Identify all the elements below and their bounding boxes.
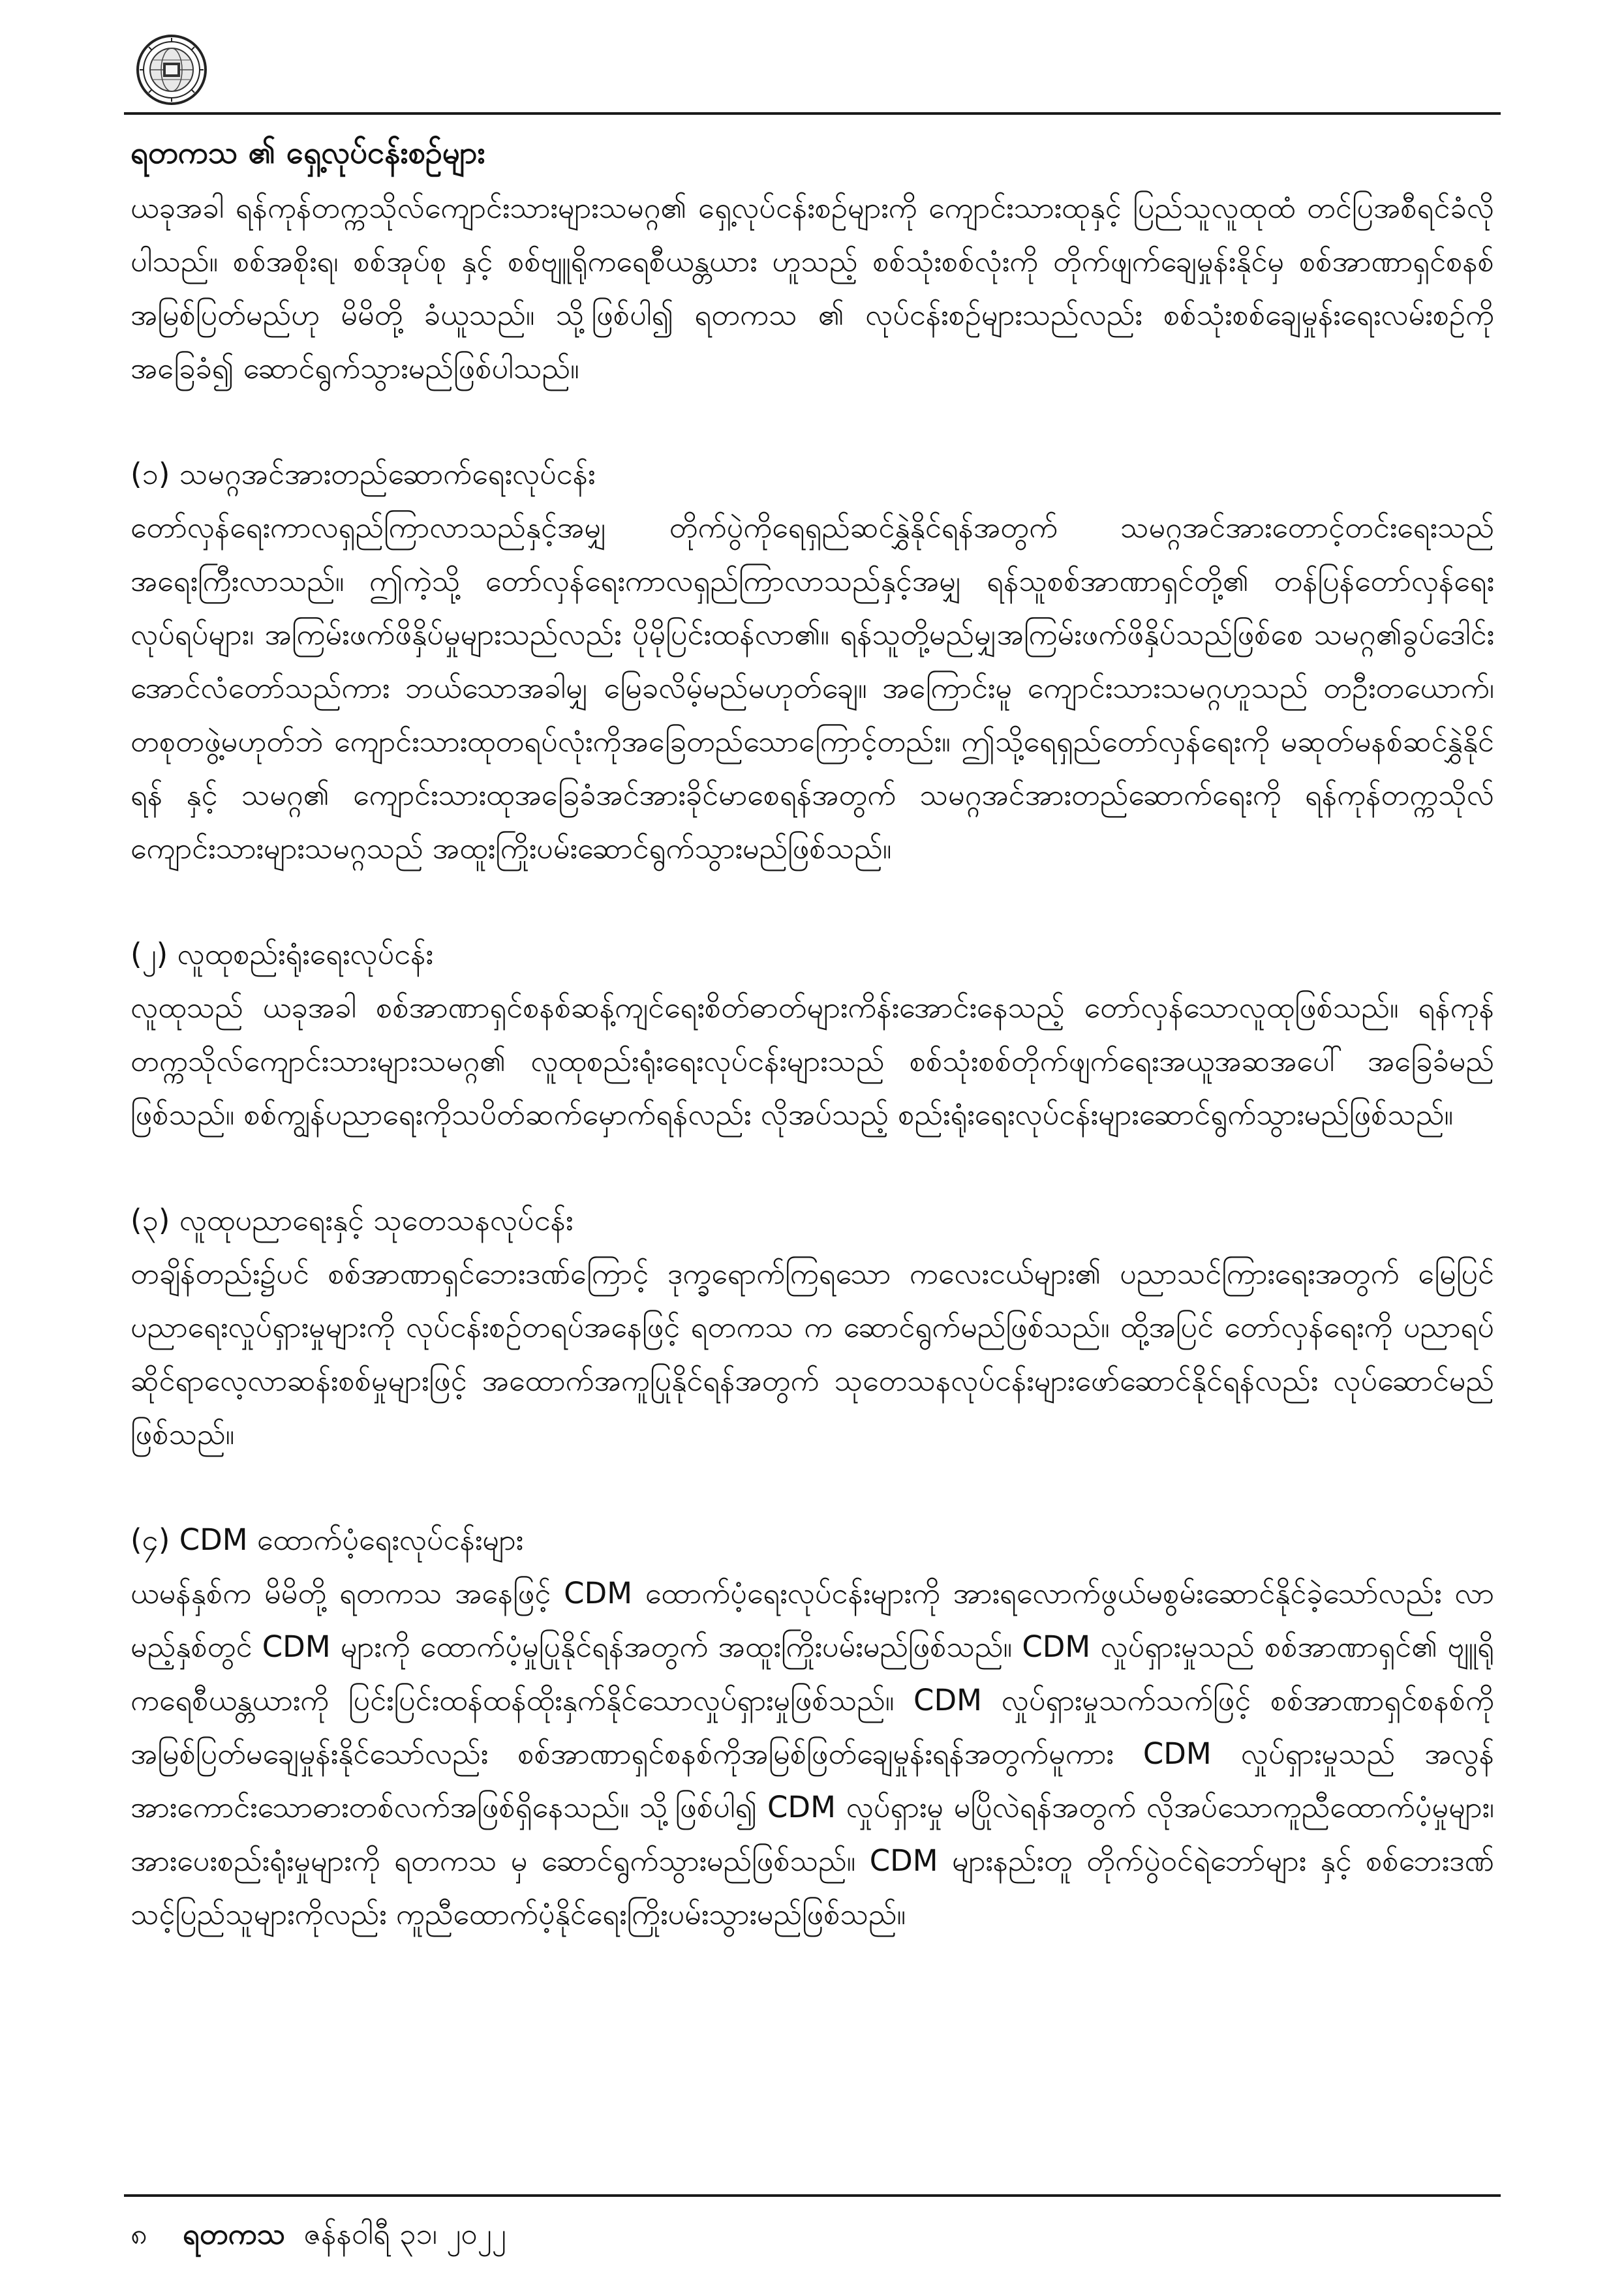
intro-paragraph: ယခုအခါ ရန်ကုန်တက္ကသိုလ်ကျောင်းသားများသမဂ္ဂ၏ ရှေ့လုပ်ငန်းစဉ်များကို ကျောင်းသားထုနှင့် ပြည်သူလူထုထံ တင်ပြအစီရင်ခံလိုပါသည်။ စစ်အစိုးရ၊ စစ်အုပ်စု နှင့် စစ်ဗျူရိုကရေစီယန္တယား ဟူသည့် စစ်သုံးစစ်လုံးကို တိုက်ဖျက်ချေမှုန်းနိုင်မှ စစ်အာဏာရှင်စနစ်အမြစ်ပြတ်မည်ဟု မိမိတို့ ခံယူသည်။ သို့ဖြစ်ပါ၍ ရတကသ ၏ လုပ်ငန်းစဉ်များသည်လည်း စစ်သုံးစစ်ချေမှုန်းရေးလမ်းစဉ်ကိုအခြေခံ၍ ဆောင်ရွက်သွားမည်ဖြစ်ပါသည်။ [130, 190, 1494, 385]
article-title: ရတကသ ၏ ရှေ့လုပ်ငန်းစဉ်များ [130, 135, 485, 171]
page-number: ၈ [130, 2216, 147, 2251]
section-education-research [130, 1194, 1494, 1461]
section-heading: (၃) လူထုပညာရေးနှင့် သုတေသနလုပ်ငန်း [130, 1203, 574, 1237]
footer-rule [124, 2194, 1501, 2197]
article-body [130, 130, 1494, 1941]
section-union-strength [130, 447, 1494, 875]
section-paragraph: တော်လှန်ရေးကာလရှည်ကြာလာသည်နှင့်အမျှ တိုက်ပွဲကိုရေရှည်ဆင်နွှဲနိုင်ရန်အတွက် သမဂ္ဂအင်အားတောင့်တင်းရေးသည် အရေးကြီးလာသည်။ ဤကဲ့သို့ တော်လှန်ရေးကာလရှည်ကြာလာသည်နှင့်အမျှ ရန်သူစစ်အာဏာရှင်တို့၏ တန်ပြန်တော်လှန်ရေးလုပ်ရပ်များ၊ အကြမ်းဖက်ဖိနှိပ်မှုများသည်လည်း ပိုမိုပြင်းထန်လာ၏။ ရန်သူတို့မည်မျှအကြမ်းဖက်ဖိနှိပ်သည်ဖြစ်စေ သမဂ္ဂ၏ခွပ်ဒေါင်းအောင်လံတော်သည်ကား ဘယ်သောအခါမျှ မြေခလိမ့်မည်မဟုတ်ချေ။ အကြောင်းမူ ကျောင်းသားသမဂ္ဂဟူသည် တဦးတယောက်၊ တစုတဖွဲ့မဟုတ်ဘဲ ကျောင်းသားထုတရပ်လုံးကိုအခြေတည်သောကြောင့်တည်း။ ဤသို့ရေရှည်တော်လှန်ရေးကို မဆုတ်မနစ်ဆင်နွှဲနိုင်ရန် နှင့် သမဂ္ဂ၏ ကျောင်းသားထုအခြေခံအင်အားခိုင်မာစေရန်အတွက် သမဂ္ဂအင်အားတည်ဆောက်ရေးကို ရန်ကုန်တက္ကသိုလ်ကျောင်းသားများသမဂ္ဂသည် အထူးကြိုးပမ်းဆောင်ရွက်သွားမည်ဖြစ်သည်။ [130, 510, 1494, 866]
header-rule [124, 112, 1501, 115]
section-heading: (၁) သမဂ္ဂအင်အားတည်ဆောက်ရေးလုပ်ငန်း [130, 457, 596, 491]
section-heading: (၄) CDM ထောက်ပံ့ရေးလုပ်ငန်းများ [130, 1522, 524, 1557]
section-public-organizing [130, 928, 1494, 1141]
section-heading: (၂) လူထုစည်းရုံးရေးလုပ်ငန်း [130, 937, 433, 971]
section-paragraph: တချိန်တည်း၌ပင် စစ်အာဏာရှင်ဘေးဒဏ်ကြောင့် ဒုက္ခရောက်ကြရသော ကလေးငယ်များ၏ ပညာသင်ကြားရေးအတွက် မြေပြင်ပညာရေးလှုပ်ရှားမှုများကို လုပ်ငန်းစဉ်တရပ်အနေဖြင့် ရတကသ က ဆောင်ရွက်မည်ဖြစ်သည်။ ထို့အပြင် တော်လှန်ရေးကို ပညာရပ်ဆိုင်ရာလေ့လာဆန်းစစ်မှုများဖြင့် အထောက်အကူပြုနိုင်ရန်အတွက် သုတေသနလုပ်ငန်းများဖော်ဆောင်နိုင်ရန်လည်း လုပ်ဆောင်မည်ဖြစ်သည်။ [130, 1256, 1494, 1451]
section-paragraph: ယမန်နှစ်က မိမိတို့ ရတကသ အနေဖြင့် CDM ထောက်ပံ့ရေးလုပ်ငန်းများကို အားရလောက်ဖွယ်မစွမ်းဆောင်နိုင်ခဲ့သော်လည်း လာမည့်နှစ်တွင် CDM များကို ထောက်ပံ့မှုပြုနိုင်ရန်အတွက် အထူးကြိုးပမ်းမည်ဖြစ်သည်။ CDM လှုပ်ရှားမှုသည် စစ်အာဏာရှင်၏ ဗျူရိုကရေစီယန္တယားကို ပြင်းပြင်းထန်ထန်ထိုးနှက်နိုင်သောလှုပ်ရှားမှုဖြစ်သည်။ CDM လှုပ်ရှားမှုသက်သက်ဖြင့် စစ်အာဏာရှင်စနစ်ကို အမြစ်ပြတ်မချေမှုန်းနိုင်သော်လည်း စစ်အာဏာရှင်စနစ်ကိုအမြစ်ဖြတ်ချေမှုန်းရန်အတွက်မူကား CDM လှုပ်ရှားမှုသည် အလွန်အားကောင်းသောဓားတစ်လက်အဖြစ်ရှိနေသည်။ သို့ဖြစ်ပါ၍ CDM လှုပ်ရှားမှု မပြိုလဲရန်အတွက် လိုအပ်သောကူညီထောက်ပံ့မှုများ၊ အားပေးစည်းရုံးမှုများကို ရတကသ မှ ဆောင်ရွက်သွားမည်ဖြစ်သည်။ CDM များနည်းတူ တိုက်ပွဲဝင်ရဲဘော်များ နှင့် စစ်ဘေးဒဏ်သင့်ပြည်သူများကိုလည်း ကူညီထောက်ပံ့နိုင်ရေးကြိုးပမ်းသွားမည်ဖြစ်သည်။ [130, 1576, 1494, 1931]
page-footer [130, 2205, 506, 2263]
organization-seal-icon [136, 34, 207, 106]
publication-name: ရတကသ [183, 2216, 286, 2251]
issue-date: ဇန်နဝါရီ ၃၁၊ ၂၀၂၂ [303, 2216, 506, 2251]
section-cdm-support [130, 1513, 1494, 1941]
section-paragraph: လူထုသည် ယခုအခါ စစ်အာဏာရှင်စနစ်ဆန့်ကျင်ရေးစိတ်ဓာတ်များကိန်းအောင်းနေသည့် တော်လှန်သောလူထုဖြစ်သည်။ ရန်ကုန်တက္ကသိုလ်ကျောင်းသားများသမဂ္ဂ၏ လူထုစည်းရုံးရေးလုပ်ငန်းများသည် စစ်သုံးစစ်တိုက်ဖျက်ရေးအယူအဆအပေါ် အခြေခံမည်ဖြစ်သည်။ စစ်ကျွန်ပညာရေးကိုသပိတ်ဆက်မှောက်ရန်လည်း လိုအပ်သည့် စည်းရုံးရေးလုပ်ငန်းများဆောင်ရွက်သွားမည်ဖြစ်သည်။ [130, 990, 1494, 1132]
